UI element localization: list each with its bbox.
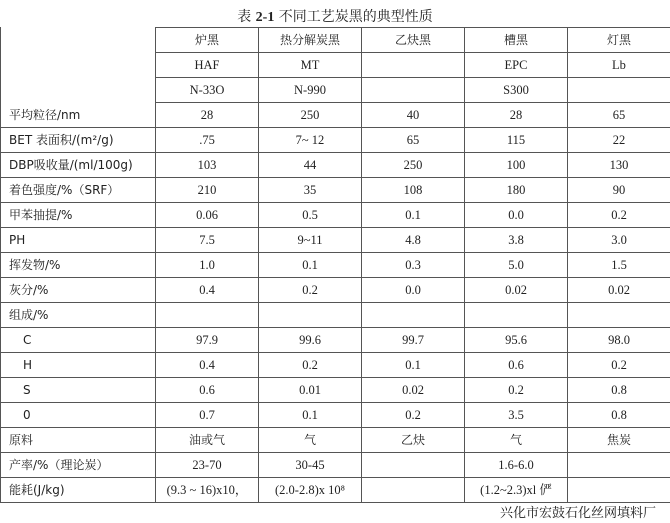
- table-cell: 40: [362, 103, 465, 128]
- table-cell: 0.2: [568, 203, 670, 228]
- table-cell: 65: [568, 103, 670, 128]
- table-row: [1, 378, 670, 403]
- table-cell: 0.01: [259, 378, 362, 403]
- watermark: 兴化市宏鼓石化丝网填料厂: [499, 506, 656, 521]
- table-cell: 35: [259, 178, 362, 203]
- table-cell: 3.0: [568, 228, 670, 253]
- table-cell: [568, 478, 670, 503]
- table-cell: 0.5: [259, 203, 362, 228]
- table-cell: 97.9: [156, 328, 259, 353]
- column-header: 灯黑: [568, 28, 670, 53]
- table-cell: [362, 478, 465, 503]
- table-cell: 0.6: [156, 378, 259, 403]
- table-cell: 0.0: [465, 203, 568, 228]
- carbon-black-properties-table: [0, 27, 670, 503]
- table-cell: 0.4: [156, 353, 259, 378]
- column-grade: MT: [259, 53, 362, 78]
- table-row: [1, 278, 670, 303]
- column-code: [568, 78, 670, 103]
- table-cell: 0.0: [362, 278, 465, 303]
- header-row-names: [1, 28, 670, 53]
- table-cell: .75: [156, 128, 259, 153]
- table-cell: 44: [259, 153, 362, 178]
- table-cell: 103: [156, 153, 259, 178]
- row-label: BET 表面积/(m²/g): [1, 128, 156, 153]
- column-grade: HAF: [156, 53, 259, 78]
- table-cell: 0.2: [259, 353, 362, 378]
- table-cell: 0.2: [362, 403, 465, 428]
- table-cell: [362, 453, 465, 478]
- table-cell: 1.5: [568, 253, 670, 278]
- table-cell: 5.0: [465, 253, 568, 278]
- table-cell: 0.1: [362, 353, 465, 378]
- table-cell: 0.4: [156, 278, 259, 303]
- row-label: 甲苯抽提/%: [1, 203, 156, 228]
- table-cell: 0.02: [568, 278, 670, 303]
- row-label: 能耗(J/kg): [1, 478, 156, 503]
- table-title: 表 2-1 不同工艺炭黑的典型性质: [237, 9, 433, 25]
- table-cell: 0.06: [156, 203, 259, 228]
- table-cell: 7.5: [156, 228, 259, 253]
- table-cell: 0.2: [259, 278, 362, 303]
- column-code: S300: [465, 78, 568, 103]
- table-cell: (1.2~2.3)xl 俨: [465, 478, 568, 503]
- table-cell: 250: [362, 153, 465, 178]
- element-label: H: [1, 353, 156, 378]
- table-cell: 焦炭: [568, 428, 670, 453]
- table-row: [1, 403, 670, 428]
- header-row-grades: [1, 53, 670, 78]
- header-row-codes: [1, 78, 670, 103]
- composition-label: 组成/%: [1, 303, 156, 328]
- table-cell: 0.3: [362, 253, 465, 278]
- table-cell: 3.5: [465, 403, 568, 428]
- table-row: [1, 153, 670, 178]
- table-cell: 90: [568, 178, 670, 203]
- composition-header-row: [1, 303, 670, 328]
- table-cell: [568, 453, 670, 478]
- table-cell: [156, 303, 259, 328]
- column-header: 乙炔黑: [362, 28, 465, 53]
- row-label: 原料: [1, 428, 156, 453]
- table-cell: 28: [465, 103, 568, 128]
- table-row: [1, 453, 670, 478]
- table-cell: 99.7: [362, 328, 465, 353]
- header-corner: [1, 53, 156, 78]
- column-grade: [362, 53, 465, 78]
- table-cell: 98.0: [568, 328, 670, 353]
- table-row: [1, 203, 670, 228]
- column-header: 热分解炭黑: [259, 28, 362, 53]
- column-code: N-33O: [156, 78, 259, 103]
- table-cell: 0.6: [465, 353, 568, 378]
- table-cell: [568, 303, 670, 328]
- table-cell: 0.1: [259, 403, 362, 428]
- table-row: [1, 328, 670, 353]
- column-code: [362, 78, 465, 103]
- table-cell: 23-70: [156, 453, 259, 478]
- row-label: 着色强度/%（SRF）: [1, 178, 156, 203]
- table-cell: 油或气: [156, 428, 259, 453]
- table-cell: 0.8: [568, 403, 670, 428]
- table-cell: 3.8: [465, 228, 568, 253]
- table-cell: 0.2: [568, 353, 670, 378]
- table-cell: [362, 303, 465, 328]
- table-cell: 100: [465, 153, 568, 178]
- table-cell: 0.7: [156, 403, 259, 428]
- row-label: 灰分/%: [1, 278, 156, 303]
- table-cell: 0.1: [362, 203, 465, 228]
- table-cell: 乙炔: [362, 428, 465, 453]
- row-label: 产率/%（理论炭）: [1, 453, 156, 478]
- table-cell: 0.8: [568, 378, 670, 403]
- table-cell: 气: [259, 428, 362, 453]
- table-cell: (2.0-2.8)x 10⁸: [259, 478, 362, 503]
- table-cell: 28: [156, 103, 259, 128]
- table-cell: [465, 303, 568, 328]
- row-label: 挥发物/%: [1, 253, 156, 278]
- table-cell: 22: [568, 128, 670, 153]
- table-cell: 108: [362, 178, 465, 203]
- column-grade: Lb: [568, 53, 670, 78]
- table-cell: 气: [465, 428, 568, 453]
- table-cell: [259, 303, 362, 328]
- table-cell: 1.6-6.0: [465, 453, 568, 478]
- header-corner: [1, 78, 156, 103]
- table-cell: (9.3 ~ 16)x10，: [156, 478, 259, 503]
- column-grade: EPC: [465, 53, 568, 78]
- table-cell: 210: [156, 178, 259, 203]
- table-row: [1, 228, 670, 253]
- element-label: S: [1, 378, 156, 403]
- table-row: [1, 253, 670, 278]
- column-header: 槽黑: [465, 28, 568, 53]
- table-cell: 130: [568, 153, 670, 178]
- row-label: 平均粒径/nm: [1, 103, 156, 128]
- element-label: C: [1, 328, 156, 353]
- table-cell: 250: [259, 103, 362, 128]
- table-cell: 7~ 12: [259, 128, 362, 153]
- table-cell: 0.1: [259, 253, 362, 278]
- table-cell: 180: [465, 178, 568, 203]
- table-cell: 115: [465, 128, 568, 153]
- table-row: [1, 353, 670, 378]
- table-cell: 1.0: [156, 253, 259, 278]
- row-label: PH: [1, 228, 156, 253]
- table-row: [1, 478, 670, 503]
- table-row: [1, 103, 670, 128]
- table-cell: 99.6: [259, 328, 362, 353]
- row-label: DBP吸收量/(ml/100g): [1, 153, 156, 178]
- table-cell: 95.6: [465, 328, 568, 353]
- table-cell: 4.8: [362, 228, 465, 253]
- table-cell: 65: [362, 128, 465, 153]
- table-cell: 30-45: [259, 453, 362, 478]
- column-code: N-990: [259, 78, 362, 103]
- table-row: [1, 128, 670, 153]
- table-cell: 0.2: [465, 378, 568, 403]
- table-row: [1, 178, 670, 203]
- table-cell: 9~11: [259, 228, 362, 253]
- table-cell: 0.02: [362, 378, 465, 403]
- table-cell: 0.02: [465, 278, 568, 303]
- table-row: [1, 428, 670, 453]
- header-corner: [1, 28, 156, 53]
- column-header: 炉黑: [156, 28, 259, 53]
- element-label: 0: [1, 403, 156, 428]
